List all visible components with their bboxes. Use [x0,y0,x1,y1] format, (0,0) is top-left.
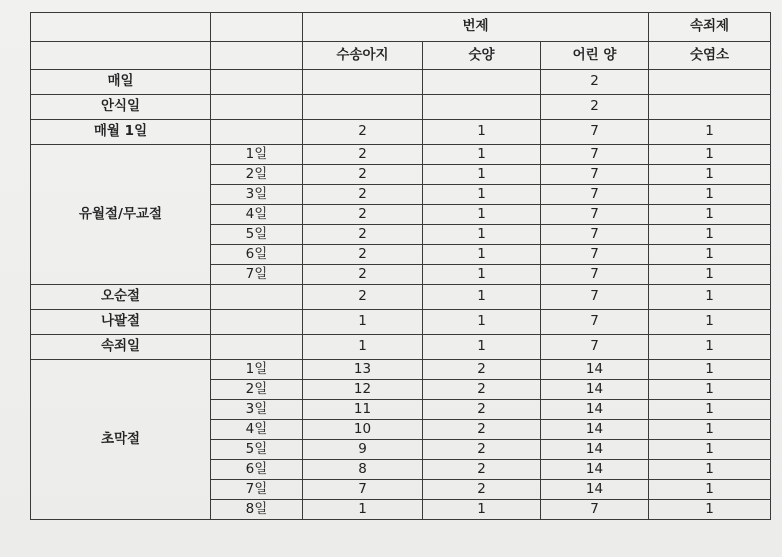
lambs-cell: 7 [541,265,649,285]
bulls-cell: 2 [303,285,423,310]
rams-cell: 1 [423,310,541,335]
rams-cell: 1 [423,165,541,185]
table-row [31,70,771,95]
goats-cell: 1 [649,265,771,285]
day-cell: 3일 [211,400,303,420]
lambs-cell: 7 [541,145,649,165]
bulls-column-header: 수송아지 [303,42,423,70]
goats-cell [649,70,771,95]
lambs-cell: 7 [541,310,649,335]
bulls-cell: 1 [303,500,423,520]
goats-cell: 1 [649,480,771,500]
goats-cell: 1 [649,380,771,400]
bulls-cell: 7 [303,480,423,500]
rams-cell: 1 [423,265,541,285]
bulls-cell: 1 [303,310,423,335]
lambs-cell: 7 [541,335,649,360]
table-row [31,95,771,120]
goats-cell: 1 [649,420,771,440]
feast-label: 초막절 [31,360,211,520]
bulls-cell: 2 [303,145,423,165]
day-cell [211,285,303,310]
goats-cell: 1 [649,360,771,380]
table-row [31,145,771,165]
lambs-cell: 7 [541,245,649,265]
lambs-cell: 14 [541,400,649,420]
lambs-cell: 14 [541,460,649,480]
rams-cell: 2 [423,360,541,380]
lambs-cell: 2 [541,70,649,95]
header-blank-cell [211,42,303,70]
sin-offering-header: 속죄제 [649,13,771,42]
feast-label: 속죄일 [31,335,211,360]
rams-column-header: 숫양 [423,42,541,70]
table-row [31,310,771,335]
day-cell: 6일 [211,245,303,265]
lambs-cell: 2 [541,95,649,120]
rams-cell: 1 [423,120,541,145]
day-cell: 6일 [211,460,303,480]
feast-label: 나팔절 [31,310,211,335]
rams-cell: 2 [423,420,541,440]
feast-label: 유월절/무교절 [31,145,211,285]
rams-cell: 2 [423,480,541,500]
feast-label: 오순절 [31,285,211,310]
day-cell: 4일 [211,420,303,440]
goats-cell: 1 [649,225,771,245]
bulls-cell: 9 [303,440,423,460]
goats-cell: 1 [649,335,771,360]
day-cell: 8일 [211,500,303,520]
burnt-offering-header: 번제 [303,13,649,42]
bulls-cell: 11 [303,400,423,420]
goats-cell: 1 [649,205,771,225]
header-row-groups [31,13,771,42]
bulls-cell: 2 [303,245,423,265]
feast-label: 안식일 [31,95,211,120]
rams-cell [423,95,541,120]
table-row [31,120,771,145]
rams-cell: 1 [423,145,541,165]
rams-cell: 1 [423,285,541,310]
bulls-cell: 12 [303,380,423,400]
day-cell: 2일 [211,380,303,400]
bulls-cell: 2 [303,120,423,145]
goats-column-header: 숫염소 [649,42,771,70]
bulls-cell [303,70,423,95]
bulls-cell: 2 [303,265,423,285]
bulls-cell: 2 [303,205,423,225]
lambs-cell: 7 [541,205,649,225]
day-cell: 7일 [211,265,303,285]
lambs-column-header: 어린 양 [541,42,649,70]
rams-cell: 2 [423,400,541,420]
rams-cell: 1 [423,245,541,265]
day-cell: 4일 [211,205,303,225]
rams-cell: 1 [423,500,541,520]
bulls-cell [303,95,423,120]
rams-cell: 2 [423,380,541,400]
day-cell: 7일 [211,480,303,500]
lambs-cell: 14 [541,480,649,500]
day-cell: 5일 [211,225,303,245]
goats-cell: 1 [649,400,771,420]
goats-cell: 1 [649,500,771,520]
day-cell: 3일 [211,185,303,205]
header-blank-cell [31,42,211,70]
bulls-cell: 1 [303,335,423,360]
goats-cell: 1 [649,310,771,335]
rams-cell: 1 [423,225,541,245]
feast-label: 매월 1일 [31,120,211,145]
lambs-cell: 7 [541,500,649,520]
bulls-cell: 2 [303,165,423,185]
lambs-cell: 7 [541,165,649,185]
header-blank-cell [31,13,211,42]
header-row-animals [31,42,771,70]
goats-cell: 1 [649,245,771,265]
bulls-cell: 8 [303,460,423,480]
rams-cell: 2 [423,460,541,480]
lambs-cell: 7 [541,120,649,145]
goats-cell: 1 [649,185,771,205]
day-cell: 2일 [211,165,303,185]
bulls-cell: 2 [303,225,423,245]
lambs-cell: 14 [541,420,649,440]
bulls-cell: 2 [303,185,423,205]
lambs-cell: 7 [541,285,649,310]
header-blank-cell [211,13,303,42]
rams-cell: 1 [423,205,541,225]
table-row [31,335,771,360]
goats-cell: 1 [649,460,771,480]
day-cell [211,70,303,95]
goats-cell: 1 [649,120,771,145]
offerings-table [30,12,771,520]
goats-cell: 1 [649,145,771,165]
lambs-cell: 7 [541,185,649,205]
rams-cell [423,70,541,95]
lambs-cell: 14 [541,440,649,460]
goats-cell: 1 [649,440,771,460]
day-cell: 1일 [211,145,303,165]
goats-cell: 1 [649,285,771,310]
day-cell [211,120,303,145]
day-cell [211,310,303,335]
rams-cell: 1 [423,185,541,205]
lambs-cell: 14 [541,380,649,400]
day-cell: 5일 [211,440,303,460]
day-cell [211,95,303,120]
rams-cell: 2 [423,440,541,460]
bulls-cell: 10 [303,420,423,440]
day-cell [211,335,303,360]
lambs-cell: 7 [541,225,649,245]
feast-label: 매일 [31,70,211,95]
goats-cell [649,95,771,120]
table-row [31,285,771,310]
lambs-cell: 14 [541,360,649,380]
day-cell: 1일 [211,360,303,380]
table-row [31,360,771,380]
goats-cell: 1 [649,165,771,185]
bulls-cell: 13 [303,360,423,380]
rams-cell: 1 [423,335,541,360]
